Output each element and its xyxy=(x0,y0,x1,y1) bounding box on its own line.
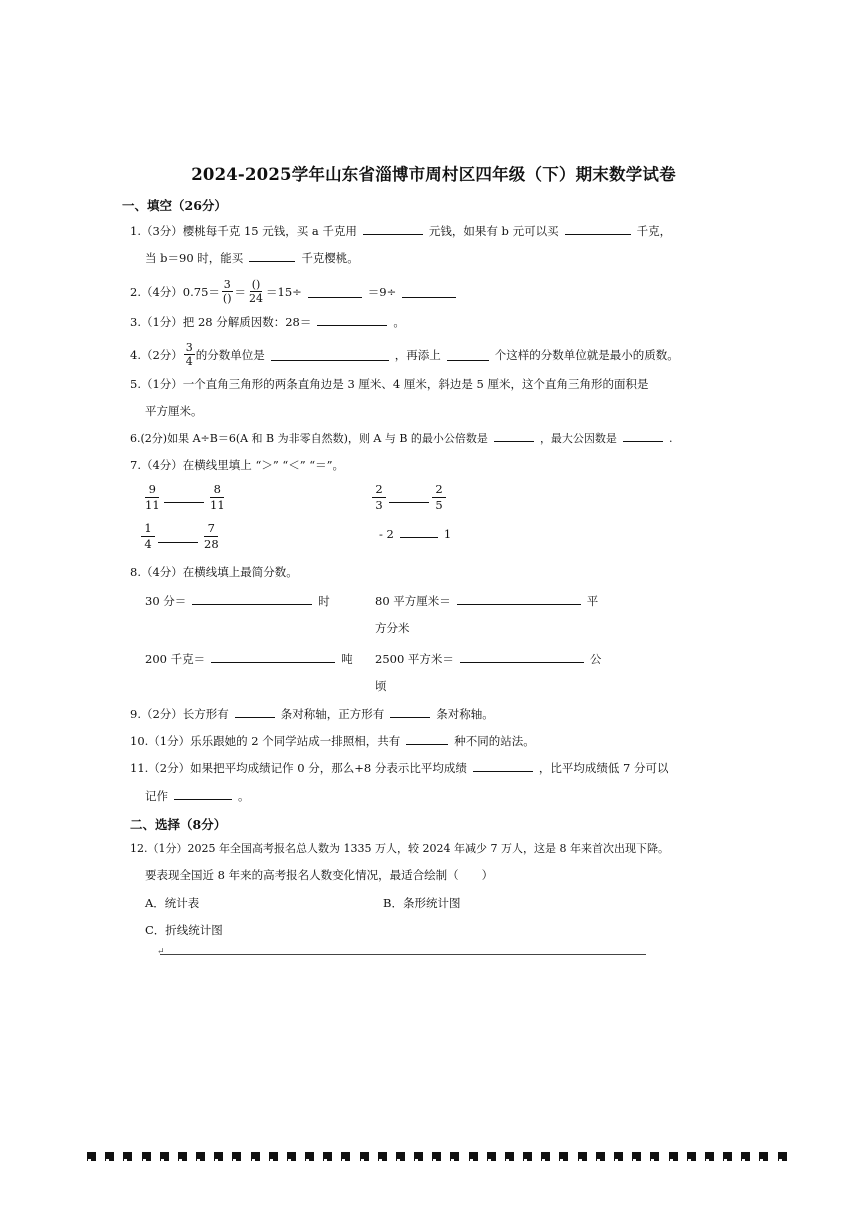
option-c[interactable]: C．折线统计图 xyxy=(145,923,223,937)
answer-blank[interactable] xyxy=(473,760,533,772)
section-heading-choice: 二、选择（8分） xyxy=(130,817,227,832)
question-6 xyxy=(130,430,672,447)
page-title: 2024-2025学年山东省淄博市周村区四年级（下）期末数学试卷 xyxy=(191,165,676,184)
footer-square xyxy=(305,1152,314,1161)
q8-item-a: 30 分＝ 时 xyxy=(145,594,330,608)
q4-text: 的分数单位是 xyxy=(195,347,265,362)
footer-square xyxy=(432,1152,441,1161)
fraction: $\frac{3}{4}$ xyxy=(185,341,193,368)
footer-square xyxy=(778,1152,787,1161)
footer-square xyxy=(269,1152,278,1161)
footer-square xyxy=(759,1152,768,1161)
q4-text: 4.（2分） xyxy=(130,347,183,362)
footer-square xyxy=(705,1152,714,1161)
footer-square xyxy=(123,1152,132,1161)
q6-text: ，最大公因数是 xyxy=(539,432,617,445)
question-10: 10.（1分）乐乐跟她的 2 个同学站成一排照相，共有 种不同的站法。 xyxy=(130,734,535,748)
return-mark: ↵ xyxy=(157,947,165,957)
answer-blank[interactable] xyxy=(235,706,275,718)
answer-blank[interactable] xyxy=(400,526,438,538)
footer-square xyxy=(541,1152,550,1161)
answer-blank[interactable] xyxy=(317,314,387,326)
answer-blank[interactable] xyxy=(406,733,448,745)
answer-blank[interactable] xyxy=(402,286,456,298)
q1-text: 元钱，如果有 b 元可以买 xyxy=(428,224,559,238)
fraction: 7 28 xyxy=(204,521,219,551)
answer-blank[interactable] xyxy=(565,223,631,235)
footer-square xyxy=(669,1152,678,1161)
q2-text: 2.（4分）0.75＝ xyxy=(130,284,220,299)
footer-square xyxy=(505,1152,514,1161)
footer-square xyxy=(341,1152,350,1161)
answer-blank[interactable] xyxy=(363,223,423,235)
question-12: 12.（1分）2025 年全国高考报名总人数为 1335 万人，较 2024 年减少 7 万人，这是 8 年来首次出现下降。 xyxy=(130,842,669,855)
fraction: $\frac{3}{()}$ xyxy=(222,278,232,305)
answer-blank[interactable] xyxy=(164,502,204,503)
footer-square xyxy=(87,1152,96,1161)
footer-square xyxy=(523,1152,532,1161)
q1-text: 千克， xyxy=(636,224,672,238)
q4-text: ，再添上 xyxy=(394,347,441,362)
footer-square xyxy=(142,1152,151,1161)
fraction: $\frac{()}{24}$ xyxy=(249,278,263,305)
footer-square xyxy=(559,1152,568,1161)
footer-square xyxy=(160,1152,169,1161)
q1-prefix: 1.（3分）樱桃每千克 15 元钱，买 a 千克用 xyxy=(130,224,357,238)
q8-item-d-line2: 顷 xyxy=(375,679,387,693)
fraction: 9 11 xyxy=(145,482,160,512)
divider xyxy=(160,954,646,955)
footer-square xyxy=(450,1152,459,1161)
footer-square xyxy=(614,1152,623,1161)
footer-square xyxy=(251,1152,260,1161)
question-11-line2: 记作 。 xyxy=(145,789,250,803)
question-9: 9.（2分）长方形有 条对称轴，正方形有 条对称轴。 xyxy=(130,707,494,721)
answer-blank[interactable] xyxy=(457,593,581,605)
question-3 xyxy=(130,314,405,330)
answer-blank[interactable] xyxy=(623,430,663,442)
footer-square xyxy=(596,1152,605,1161)
footer-square xyxy=(487,1152,496,1161)
answer-blank[interactable] xyxy=(211,651,335,663)
question-1-line2 xyxy=(145,250,359,266)
answer-blank[interactable] xyxy=(494,430,534,442)
footer-square xyxy=(105,1152,114,1161)
answer-blank[interactable] xyxy=(447,349,489,361)
option-a[interactable]: A．统计表 xyxy=(145,896,200,910)
footer-square xyxy=(687,1152,696,1161)
answer-blank[interactable] xyxy=(158,542,198,543)
answer-blank[interactable] xyxy=(249,250,295,262)
question-12-line2: 要表现全国近 8 年来的高考报名人数变化情况，最适合绘制（ ） xyxy=(145,868,494,882)
footer-border xyxy=(87,1152,787,1164)
q3-text: 。 xyxy=(393,315,405,329)
q7-value: 1 xyxy=(443,527,452,541)
answer-blank[interactable] xyxy=(390,706,430,718)
q7-value: - 2 xyxy=(379,527,394,541)
footer-square xyxy=(723,1152,732,1161)
q6-text: . xyxy=(668,432,673,445)
q8-item-b: 80 平方厘米＝ 平 xyxy=(375,594,599,608)
comparison-pair xyxy=(379,526,451,542)
q1-text: 当 b＝90 时，能买 xyxy=(145,251,244,265)
q1-text: 千克樱桃。 xyxy=(301,251,359,265)
footer-square xyxy=(323,1152,332,1161)
answer-blank[interactable] xyxy=(192,593,312,605)
section-heading-fill-blank: 一、填空（26分） xyxy=(122,198,227,213)
answer-blank[interactable] xyxy=(271,349,389,361)
q3-text: 3.（1分）把 28 分解质因数：28＝ xyxy=(130,315,312,329)
option-b[interactable]: B．条形统计图 xyxy=(383,896,461,910)
footer-square xyxy=(632,1152,641,1161)
answer-blank[interactable] xyxy=(460,651,584,663)
q8-item-d: 2500 平方米＝ 公 xyxy=(375,652,602,666)
q2-text: ＝9÷ xyxy=(367,284,397,299)
fraction: 2 5 xyxy=(432,482,446,513)
fraction: 2 3 xyxy=(372,482,386,513)
footer-square xyxy=(396,1152,405,1161)
fraction: 8 11 xyxy=(210,482,225,512)
footer-square xyxy=(287,1152,296,1161)
question-8: 8.（4分）在横线填上最简分数。 xyxy=(130,565,298,579)
q4-text: 个这样的分数单位就是最小的质数。 xyxy=(494,347,679,362)
footer-square xyxy=(414,1152,423,1161)
q2-text: ＝ xyxy=(234,284,246,299)
q6-text: 6.(2分)如果 A÷B＝6(A 和 B 为非零自然数)，则 A 与 B 的最小公倍数是 xyxy=(130,432,488,445)
question-1 xyxy=(130,223,671,239)
question-4 xyxy=(130,341,679,368)
footer-square xyxy=(741,1152,750,1161)
q2-text: ＝15÷ xyxy=(266,284,302,299)
footer-square xyxy=(650,1152,659,1161)
answer-blank[interactable] xyxy=(308,286,362,298)
footer-square xyxy=(378,1152,387,1161)
answer-blank[interactable] xyxy=(389,502,429,503)
q8-item-c: 200 千克＝ 吨 xyxy=(145,652,353,666)
footer-square xyxy=(196,1152,205,1161)
footer-square xyxy=(232,1152,241,1161)
footer-square xyxy=(360,1152,369,1161)
question-2 xyxy=(130,278,462,305)
footer-square xyxy=(178,1152,187,1161)
footer-square xyxy=(578,1152,587,1161)
answer-blank[interactable] xyxy=(174,788,232,800)
footer-square xyxy=(214,1152,223,1161)
question-5-line2: 平方厘米。 xyxy=(145,404,203,418)
footer-square xyxy=(469,1152,478,1161)
q8-item-b-line2: 方分米 xyxy=(375,621,410,635)
fraction: 1 4 xyxy=(141,521,155,552)
question-11: 11.（2分）如果把平均成绩记作 0 分，那么+8 分表示比平均成绩 ，比平均成绩低 7 分可以 xyxy=(130,761,669,775)
question-7: 7.（4分）在横线里填上 “＞” “＜” “＝”。 xyxy=(130,458,345,472)
question-5: 5.（1分）一个直角三角形的两条直角边是 3 厘米、4 厘米，斜边是 5 厘米，这个直角三角形的面积是 xyxy=(130,377,649,391)
